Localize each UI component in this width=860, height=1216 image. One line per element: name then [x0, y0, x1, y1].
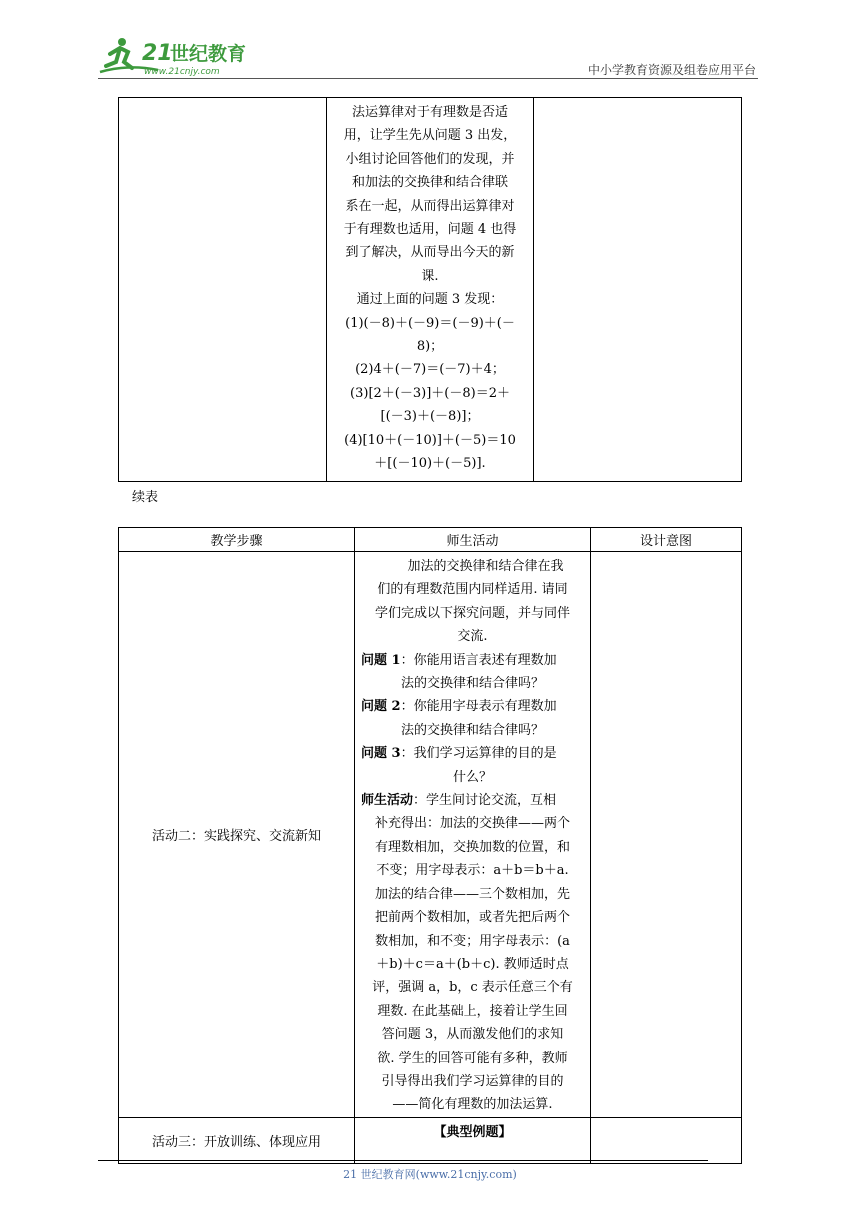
text-line: 们的有理数范围内同样适用. 请同: [377, 582, 568, 598]
activity-two-text: [355, 552, 590, 1117]
header-teaching-step: 教学步骤: [119, 528, 355, 552]
text-line: 理数. 在此基础上，接着让学生回: [377, 1003, 568, 1019]
text-line: 用，让学生先从问题 3 出发，: [343, 128, 517, 144]
text-line: 学们完成以下探究问题，并与同伴: [374, 605, 570, 621]
activity-label: 师生活动: [361, 793, 414, 809]
text-line: 课.: [421, 268, 439, 284]
intent-cell-three: [591, 1117, 742, 1163]
activity-three-content: [355, 1117, 591, 1163]
question-text: ：我们学习运算律的目的是: [400, 746, 557, 762]
text-line: (2)4＋(－7)＝(－7)＋4；: [355, 362, 505, 378]
logo-url: www.21cnjy.com: [144, 67, 220, 77]
activity-cell: [327, 98, 534, 482]
step-cell-empty: [119, 98, 327, 482]
header-teacher-student-activity: 师生活动: [355, 528, 591, 552]
text-line: 补充得出：加法的交换律——两个: [374, 816, 570, 832]
site-logo: [98, 34, 268, 78]
text-line: 不变；用字母表示：a＋b＝b＋a.: [376, 863, 569, 879]
footer-text: 21 世纪教育网(www.21cnjy.com): [343, 1168, 517, 1181]
text-line: 系在一起，从而得出运算律对: [345, 198, 515, 214]
question-label: 问题 1: [361, 652, 401, 668]
page-header: [98, 28, 758, 80]
activity-text: [327, 98, 533, 476]
header-design-intent: 设计意图: [591, 528, 742, 552]
text-line: 通过上面的问题 3 发现：: [356, 292, 504, 308]
question-label: 问题 3: [361, 746, 401, 762]
platform-name: 中小学教育资源及组卷应用平台: [587, 63, 756, 77]
text-line: 引导得出我们学习运算律的目的: [381, 1073, 564, 1089]
activity-line: [361, 789, 584, 812]
question-label: 问题 2: [361, 699, 401, 715]
question-line: [361, 649, 584, 672]
step-activity-three: 活动三：开放训练、体现应用: [119, 1117, 355, 1163]
text-line: 法的交换律和结合律吗？: [400, 676, 544, 692]
text-line: (1)(－8)＋(－9)＝(－9)＋(－: [345, 315, 515, 331]
teaching-steps-table: [118, 527, 742, 1164]
text-line: 加法的结合律——三个数相加，先: [374, 886, 570, 902]
text-line: 评，强调 a，b，c 表示任意三个有: [372, 980, 573, 996]
intent-cell-two: [591, 552, 742, 1118]
question-text: ：你能用语言表述有理数加: [400, 652, 557, 668]
text-line: 数相加，和不变；用字母表示：(a: [375, 933, 570, 949]
text-line: 到了解决，从而导出今天的新: [345, 245, 515, 261]
question-line: [361, 695, 584, 718]
footer-divider: [98, 1160, 708, 1161]
text-line: [(－3)＋(－8)]；: [380, 409, 480, 425]
text-line: 小组讨论回答他们的发现，并: [345, 151, 515, 167]
text-line: (3)[2＋(－3)]＋(－8)＝2＋: [350, 385, 510, 401]
question-line: [361, 742, 584, 765]
question-text: ：你能用字母表示有理数加: [400, 699, 557, 715]
text-line: 法的交换律和结合律吗？: [400, 722, 544, 738]
activity-text-first: ：学生间讨论交流，互相: [413, 793, 557, 809]
text-line: ＋[(－10)＋(－5)].: [374, 456, 486, 472]
text-line: 答问题 3，从而激发他们的求知: [381, 1027, 564, 1043]
header-divider: [98, 78, 758, 79]
text-line: 交流.: [457, 629, 488, 645]
logo-text: 世纪教育: [170, 43, 247, 65]
text-line: 和加法的交换律和结合律联: [351, 175, 508, 191]
text-line: ＋b)＋c＝a＋(b＋c). 教师适时点: [376, 956, 569, 972]
continued-table-top: [118, 97, 742, 482]
activity-two-content: [355, 552, 591, 1118]
text-line: 8)；: [416, 339, 444, 355]
text-line: 什么？: [452, 769, 492, 785]
step-activity-two: 活动二：实践探究、交流新知: [119, 552, 355, 1118]
logo-number: 21: [142, 41, 173, 66]
text-line: 法运算律对于有理数是否适: [351, 105, 508, 120]
text-line: ——简化有理数的加法运算.: [392, 1097, 553, 1113]
text-line: 有理数相加，交换加数的位置，和: [374, 839, 570, 855]
text-line: 于有理数也适用，问题 4 也得: [343, 222, 517, 238]
text-line: 加法的交换律和结合律在我: [407, 559, 564, 574]
intent-cell-empty: [534, 98, 742, 482]
text-line: (4)[10＋(－10)]＋(－5)＝10: [344, 432, 516, 448]
continued-label: 续表: [132, 490, 159, 505]
text-line: 欲. 学生的回答可能有多种，教师: [377, 1050, 568, 1066]
typical-examples-label: 【典型例题】: [433, 1124, 512, 1140]
text-line: 把前两个数相加，或者先把后两个: [374, 910, 570, 926]
